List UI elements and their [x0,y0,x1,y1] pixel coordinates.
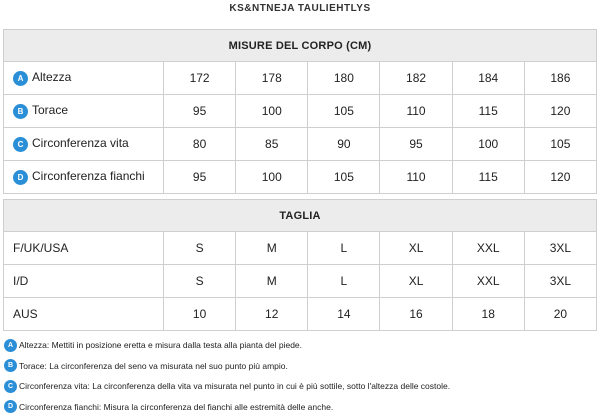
table-cell: 3XL [524,265,596,298]
body-measures-title: MISURE DEL CORPO (CM) [4,30,597,62]
table-cell: 120 [524,95,596,128]
size-table [3,29,597,331]
badge-d-icon: D [4,400,17,413]
badge-b-icon: B [13,104,28,119]
note-text: Torace: La circonferenza del seno va misurata nel suo punto più ampio. [19,360,288,371]
badge-a-icon: A [13,71,28,86]
table-cell: 115 [452,161,524,194]
note-item [4,335,596,356]
table-cell: 105 [524,128,596,161]
table-cell: 80 [164,128,236,161]
note-item [4,397,596,418]
row-label: Torace [32,103,69,118]
table-cell: 95 [164,95,236,128]
row-label: Circonferenza fianchi [32,169,145,184]
table-cell: 10 [164,298,236,331]
body-measures-header-row [4,30,597,62]
table-cell: 180 [308,62,380,95]
table-cell: 182 [380,62,452,95]
row-label: AUS [4,298,164,331]
table-cell: 95 [380,128,452,161]
row-label: I/D [4,265,164,298]
table-cell: XXL [452,232,524,265]
size-row-aus [4,298,597,331]
table-cell: M [236,265,308,298]
table-cell: 105 [308,161,380,194]
table-cell: 115 [452,95,524,128]
table-cell: 184 [452,62,524,95]
table-cell: 16 [380,298,452,331]
badge-a-icon: A [4,339,17,352]
table-cell: L [308,265,380,298]
chart-title: KS&NTNEJA TAULIEHTLYS [229,3,371,14]
table-cell: XL [380,265,452,298]
table-cell: 3XL [524,232,596,265]
table-cell: S [164,232,236,265]
table-cell: M [236,232,308,265]
badge-c-icon: C [13,137,28,152]
note-item [4,376,596,397]
size-header-row [4,200,597,232]
table-cell: 110 [380,95,452,128]
table-cell: 95 [164,161,236,194]
table-cell: 172 [164,62,236,95]
table-cell: 100 [236,161,308,194]
table-cell: 14 [308,298,380,331]
note-item [4,356,596,377]
table-cell: 12 [236,298,308,331]
table-cell: 186 [524,62,596,95]
size-row-f-uk-usa [4,232,597,265]
size-row-i-d [4,265,597,298]
table-cell: XL [380,232,452,265]
row-label: Circonferenza vita [32,136,129,151]
table-cell: 120 [524,161,596,194]
table-cell: 90 [308,128,380,161]
measure-row-fianchi [4,161,597,194]
table-cell: 105 [308,95,380,128]
measurement-notes [4,335,596,417]
measure-row-torace [4,95,597,128]
note-text: Altezza: Mettiti in posizione eretta e misura dalla testa alla pianta del piede. [19,340,303,351]
table-cell: 178 [236,62,308,95]
badge-b-icon: B [4,359,17,372]
badge-c-icon: C [4,380,17,393]
table-cell: 100 [236,95,308,128]
table-cell: 20 [524,298,596,331]
note-text: Circonferenza fianchi: Misura la circonferenza del fianchi alle estremità delle anche. [19,401,334,412]
note-text: Circonferenza vita: La circonferenza della vita va misurata nel punto in cui è più sottile, sotto l'altezza delle costole. [19,381,451,392]
table-cell: 100 [452,128,524,161]
table-cell: 18 [452,298,524,331]
badge-d-icon: D [13,170,28,185]
table-cell: 110 [380,161,452,194]
measure-row-altezza [4,62,597,95]
table-cell: S [164,265,236,298]
table-cell: L [308,232,380,265]
row-label: F/UK/USA [4,232,164,265]
size-section-title: TAGLIA [4,200,597,232]
table-cell: 85 [236,128,308,161]
measure-row-vita [4,128,597,161]
table-cell: XXL [452,265,524,298]
row-label: Altezza [32,70,72,85]
